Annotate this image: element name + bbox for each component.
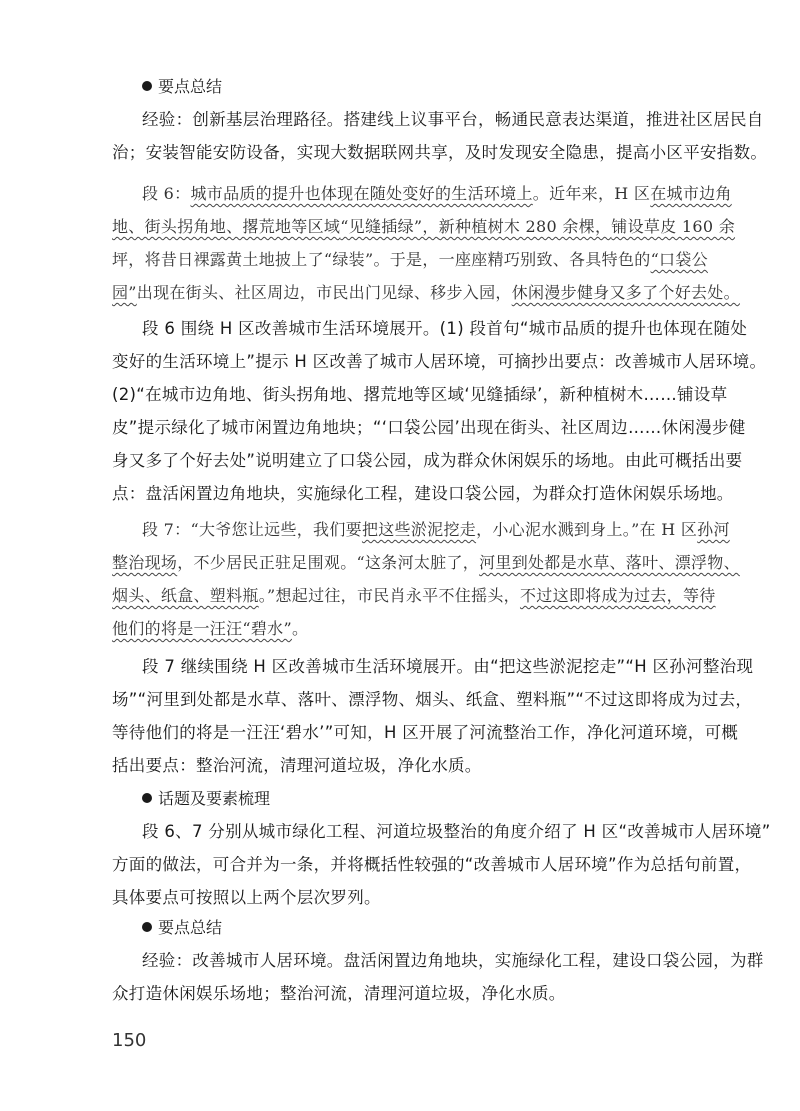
heading-text: 话题及要素梳理 <box>158 789 271 808</box>
heading-text: 要点总结 <box>158 77 223 96</box>
summary-section-2 <box>112 911 764 1010</box>
bullet-dot-icon <box>142 793 152 803</box>
text: 。”想起过往，市民肖永平不住摇头， <box>258 586 520 605</box>
heading-text: 要点总结 <box>158 918 223 937</box>
text: ，不少居民正驻足围观。“这条河太脏了， <box>177 553 480 572</box>
summary-section-1 <box>112 70 768 169</box>
source-line <box>112 513 730 546</box>
text: 出现在街头、社区周边，市民出门见绿、移步入园， <box>136 283 512 302</box>
text: 段 7：“大爷您让远些，我们要 <box>142 520 362 539</box>
body-line: 变好的生活环境上”提示 H 区改善了城市人居环境，可摘抄出要点：改善城市人居环境。 <box>112 352 767 371</box>
body-line: 段 6、7 分别从城市绿化工程、河道垃圾整治的角度介绍了 H 区“改善城市人居环境” <box>142 822 771 841</box>
bullet-heading <box>112 782 692 815</box>
body-line: 经验：改善城市人居环境。盘活闲置边角地块，实施绿化工程，建设口袋公园，为群 <box>142 951 764 970</box>
body-line: 点：盘活闲置边角地块，实施绿化工程，建设口袋公园，为群众打造休闲娱乐场地。 <box>112 484 734 503</box>
text: ，小心泥水溅到身上。”在 H 区 <box>476 520 698 539</box>
underlined-text: 他们的将是一汪汪“碧水” <box>112 619 292 638</box>
underlined-text: 河里到处都是水草、落叶、漂浮物、 <box>479 553 740 572</box>
text: 坪，将昔日裸露黄土地披上了“绿装”。于是，一座座精巧别致、各具特色的 <box>112 250 651 269</box>
source-line <box>112 546 740 579</box>
body-line: 段 6 围绕 H 区改善城市生活环境展开。(1) 段首句“城市品质的提升也体现在随处 <box>142 319 748 338</box>
underlined-text: 整治现场 <box>112 553 178 572</box>
page-number: 150 <box>112 1030 147 1051</box>
body-line: 等待他们的将是一汪汪‘碧水’”可知，H 区开展了河流整治工作，净化河道环境，可概 <box>112 723 739 742</box>
text: 。 <box>291 619 309 638</box>
body-line: (2)“在城市边角地、街头拐角地、撂荒地等区域‘见缝插绿’，新种植树木……铺设草 <box>112 385 728 404</box>
source-line <box>112 210 736 243</box>
text: 段 6： <box>142 184 191 203</box>
bullet-dot-icon <box>142 81 152 91</box>
source-line <box>112 243 708 276</box>
underlined-text: 孙河 <box>697 520 730 539</box>
topic-section <box>112 782 771 914</box>
underlined-text: “口袋公 <box>650 250 708 269</box>
body-line: 众打造休闲娱乐场地；整治河流，清理河道垃圾，净化水质。 <box>112 984 566 1003</box>
body-line: 场”“河里到处都是水草、落叶、漂浮物、烟头、纸盒、塑料瓶”“不过这即将成为过去， <box>112 690 753 709</box>
text: 。近年来，H 区 <box>532 184 651 203</box>
underlined-text: “见缝插绿”， <box>340 217 439 236</box>
bullet-dot-icon <box>142 922 152 932</box>
body-line: 经验：创新基层治理路径。搭建线上议事平台，畅通民意表达渠道，推进社区居民自 <box>142 110 764 129</box>
body-line: 皮”提示绿化了城市闲置边角地块；“‘口袋公园’出现在街头、社区周边……休闲漫步健 <box>112 418 746 437</box>
underlined-text: 铺设草皮 160 余 <box>611 217 736 236</box>
source-paragraph-6 <box>112 177 740 309</box>
underlined-text: 在城市边角 <box>650 184 732 203</box>
underlined-text: 园” <box>112 283 137 302</box>
body-line: 具体要点可按照以上两个层次罗列。 <box>112 888 381 907</box>
source-paragraph-7 <box>112 513 740 645</box>
underlined-text: 地、街头拐角地、撂荒地等区域 <box>112 217 341 236</box>
body-line: 治；安装智能安防设备，实现大数据联网共享，及时发现安全隐患，提高小区平安指数。 <box>112 143 768 162</box>
body-line: 段 7 继续围绕 H 区改善城市生活环境展开。由“把这些淤泥挖走”“H 区孙河整治现 <box>142 657 754 676</box>
underlined-text: 把这些淤泥挖走 <box>361 520 477 539</box>
underlined-text: 休闲漫步健身又多了个好去处。 <box>511 283 740 302</box>
analysis-paragraph-7 <box>112 650 754 782</box>
body-line: 括出要点：整治河流，清理河道垃圾，净化水质。 <box>112 756 482 775</box>
underlined-text: 城市品质的提升也体现在随处变好的生活环境上 <box>190 184 533 203</box>
source-line <box>112 276 740 309</box>
analysis-paragraph-6 <box>112 312 767 510</box>
source-line <box>112 177 732 210</box>
underlined-text: 不过这即将成为过去，等待 <box>519 586 716 605</box>
bullet-heading <box>112 70 692 103</box>
underlined-text: 新种植树木 280 余棵， <box>438 217 612 236</box>
body-line: 方面的做法，可合并为一条，并将概括性较强的“改善城市人居环境”作为总括句前置， <box>112 855 752 874</box>
body-line: 身又多了个好去处”说明建立了口袋公园，成为群众休闲娱乐的场地。由此可概括出要 <box>112 451 743 470</box>
underlined-text: 烟头、纸盒、塑料瓶 <box>112 586 259 605</box>
source-line <box>112 612 692 645</box>
source-line <box>112 579 716 612</box>
bullet-heading <box>112 911 692 944</box>
